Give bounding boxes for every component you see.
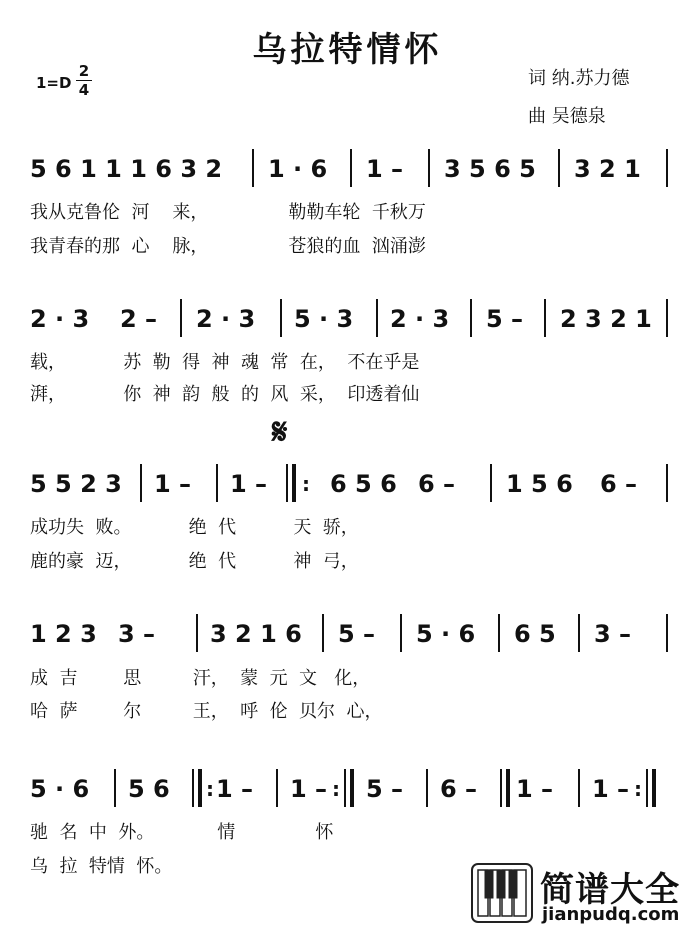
lyric-line-2: 鹿的豪 迈， 绝 代 神 弓， xyxy=(30,551,359,572)
segno-sign: 𝄋 xyxy=(272,412,288,453)
measure: 5 – xyxy=(486,305,524,333)
staff-row-3: 5 5 2 3 1 – 1 – : 6 5 6 6 – 1 5 6 6 – xyxy=(30,470,670,504)
measure: 3 2 1 6 xyxy=(210,620,302,648)
measure: 6 – xyxy=(418,470,456,498)
measure: 1 · 6 xyxy=(268,155,328,183)
measure: 3 – xyxy=(118,620,156,648)
lyric-line-1: 成 吉 思 汗， 蒙 元 文 化， xyxy=(30,668,371,689)
measure: 1 – xyxy=(230,470,268,498)
lyric-line-1: 驰 名 中 外。 情 怀 xyxy=(30,822,334,843)
watermark-logo xyxy=(470,860,692,926)
measure: 1 – xyxy=(516,775,554,803)
lyric-line-2: 我青春的那 心 脉， 苍狼的血 汹涌澎 xyxy=(30,236,426,257)
lyric-line-2: 湃， 你 神 韵 般 的 风 采， 印透着仙 xyxy=(30,384,420,405)
measure: 1 – xyxy=(216,775,254,803)
measure: 5 5 2 3 xyxy=(30,470,122,498)
song-title: 乌拉特情怀 xyxy=(252,30,443,70)
measure: 6 5 6 xyxy=(330,470,397,498)
measure: 3 5 6 5 xyxy=(444,155,536,183)
lyric-line-2: 乌 拉 特情 怀。 xyxy=(30,856,173,877)
measure: 2 3 2 1 xyxy=(560,305,652,333)
measure: 5 6 1 1 1 6 3 2 xyxy=(30,155,223,183)
measure: 5 – xyxy=(338,620,376,648)
staff-row-5: 5 · 6 5 6 : 1 – 1 – : 5 – 6 – 1 – 1 – : xyxy=(30,775,670,809)
lyric-line-2: 哈 萨 尔 王， 呼 伦 贝尔 心， xyxy=(30,701,383,722)
measure: 1 – xyxy=(154,470,192,498)
staff-row-2 xyxy=(30,305,670,339)
time-sig-top: 2 xyxy=(78,62,90,80)
lyric-line-1: 载， 苏 勒 得 神 魂 常 在， 不在乎是 xyxy=(30,352,420,373)
measure: 5 · 3 xyxy=(294,305,354,333)
measure: 6 5 xyxy=(514,620,556,648)
key-signature: 1=D xyxy=(36,74,72,92)
measure: 2 – xyxy=(120,305,158,333)
lyric-line-1: 我从克鲁伦 河 来， 勒勒车轮 千秋万 xyxy=(30,202,426,223)
piano-keys-icon xyxy=(470,860,536,926)
time-sig-bottom: 4 xyxy=(78,81,90,99)
staff-row-4 xyxy=(30,620,670,654)
measure: 5 · 6 xyxy=(30,775,90,803)
lyricist-credit: 词 纳.苏力德 xyxy=(528,68,630,89)
measure: 6 – xyxy=(440,775,478,803)
measure: 2 · 3 xyxy=(390,305,450,333)
measure: 1 2 3 xyxy=(30,620,97,648)
time-signature xyxy=(76,62,92,99)
watermark-brand: 简谱大全 xyxy=(540,870,680,910)
watermark-url: jianpudq.com xyxy=(542,904,680,925)
lyric-line-1: 成功失 败。 绝 代 天 骄， xyxy=(30,517,359,538)
measure: 1 – xyxy=(592,775,630,803)
measure: 5 – xyxy=(366,775,404,803)
measure: 1 – xyxy=(290,775,328,803)
measure: 3 2 1 xyxy=(574,155,641,183)
measure: 6 – xyxy=(600,470,638,498)
measure: 3 – xyxy=(594,620,632,648)
measure: 5 6 xyxy=(128,775,170,803)
measure: 1 – xyxy=(366,155,404,183)
measure: 2 · 3 xyxy=(30,305,90,333)
staff-row-1 xyxy=(30,155,670,189)
measure: 2 · 3 xyxy=(196,305,256,333)
composer-credit: 曲 吴德泉 xyxy=(528,106,606,127)
measure: 5 · 6 xyxy=(416,620,476,648)
measure: 1 5 6 xyxy=(506,470,573,498)
